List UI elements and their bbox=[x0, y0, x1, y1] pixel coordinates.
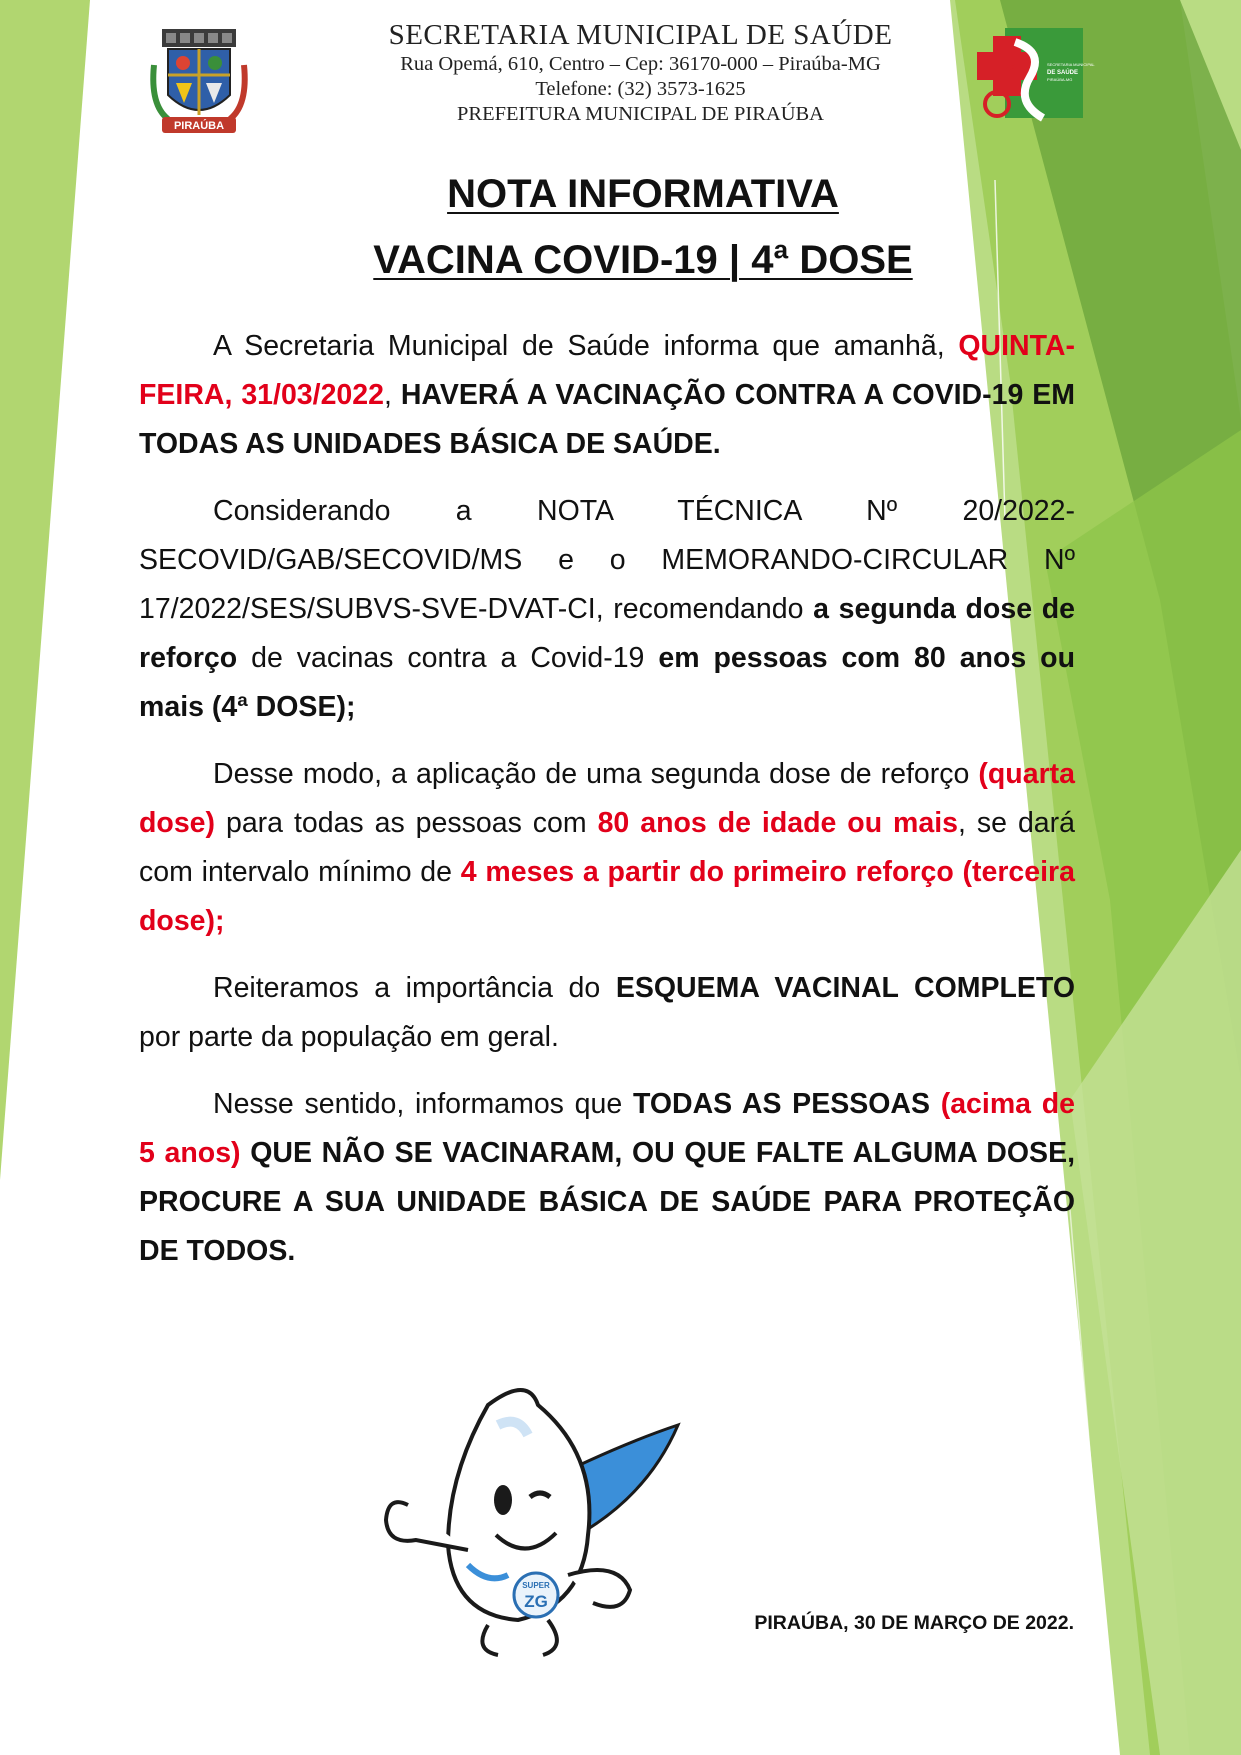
paragraph-3: Desse modo, a aplicação de uma segunda dose de reforço (quarta dose) para todas as pessoas com 80 anos de idade ou mais, se dará com intervalo mínimo de 4 meses a partir do primeiro reforço (terceira dose); bbox=[139, 758, 1075, 937]
coat-banner-text: PIRAÚBA bbox=[173, 120, 225, 132]
paragraph-2: Considerando a NOTA TÉCNICA Nº 20/2022-SECOVID/GAB/SECOVID/MS e o MEMORANDO-CIRCULAR Nº 17/2022/SES/SUBVS-SVE-DVAT-CI, recomendando a segunda dose de reforço de vacinas contra a Covid-19 em pessoas com 80 anos ou mais (4ª DOSE); bbox=[139, 495, 1075, 723]
letterhead-phone: Telefone: (32) 3573-1625 bbox=[535, 78, 746, 100]
letterhead-prefeitura: PREFEITURA MUNICIPAL DE PIRAÚBA bbox=[457, 103, 824, 125]
paragraph-1: A Secretaria Municipal de Saúde informa que amanhã, QUINTA-FEIRA, 31/03/2022, HAVERÁ A VACINAÇÃO CONTRA A COVID-19 EM TODAS AS UNIDADES BÁSICA DE SAÚDE. bbox=[139, 330, 1075, 460]
health-secretariat-logo bbox=[975, 22, 1095, 134]
mascot-badge-top: SUPER bbox=[522, 1581, 550, 1590]
ze-gotinha-mascot bbox=[368, 1385, 693, 1660]
notice-body bbox=[139, 322, 1075, 1294]
health-logo-caption: SECRETARIA MUNICIPAL bbox=[1047, 62, 1095, 67]
date-signature: PIRAÚBA, 30 DE MARÇO DE 2022. bbox=[754, 1612, 1074, 1634]
svg-text:PIRAÚBA-MG: PIRAÚBA-MG bbox=[1047, 77, 1073, 82]
mascot-badge-bottom: ZG bbox=[524, 1592, 548, 1611]
paragraph-5: Nesse sentido, informamos que TODAS AS PESSOAS (acima de 5 anos) QUE NÃO SE VACINARAM, OU QUE FALTE ALGUMA DOSE, PROCURE A SUA UNIDADE BÁSICA DE SAÚDE PARA PROTEÇÃO DE TODOS. bbox=[139, 1088, 1076, 1267]
left-green-triangle bbox=[0, 0, 90, 1180]
notice-subtitle: VACINA COVID-19 | 4ª DOSE bbox=[373, 238, 913, 282]
letterhead-title: SECRETARIA MUNICIPAL DE SAÚDE bbox=[388, 19, 893, 51]
highlight-date: QUINTA-FEIRA, 31/03/2022 bbox=[139, 330, 1075, 411]
notice-title: NOTA INFORMATIVA bbox=[447, 172, 839, 216]
svg-text:DE SAÚDE: DE SAÚDE bbox=[1047, 70, 1079, 76]
paragraph-4: Reiteramos a importância do ESQUEMA VACINAL COMPLETO por parte da população em geral. bbox=[139, 972, 1075, 1053]
letterhead-address: Rua Opemá, 610, Centro – Cep: 36170-000 – Piraúba-MG bbox=[400, 53, 881, 75]
